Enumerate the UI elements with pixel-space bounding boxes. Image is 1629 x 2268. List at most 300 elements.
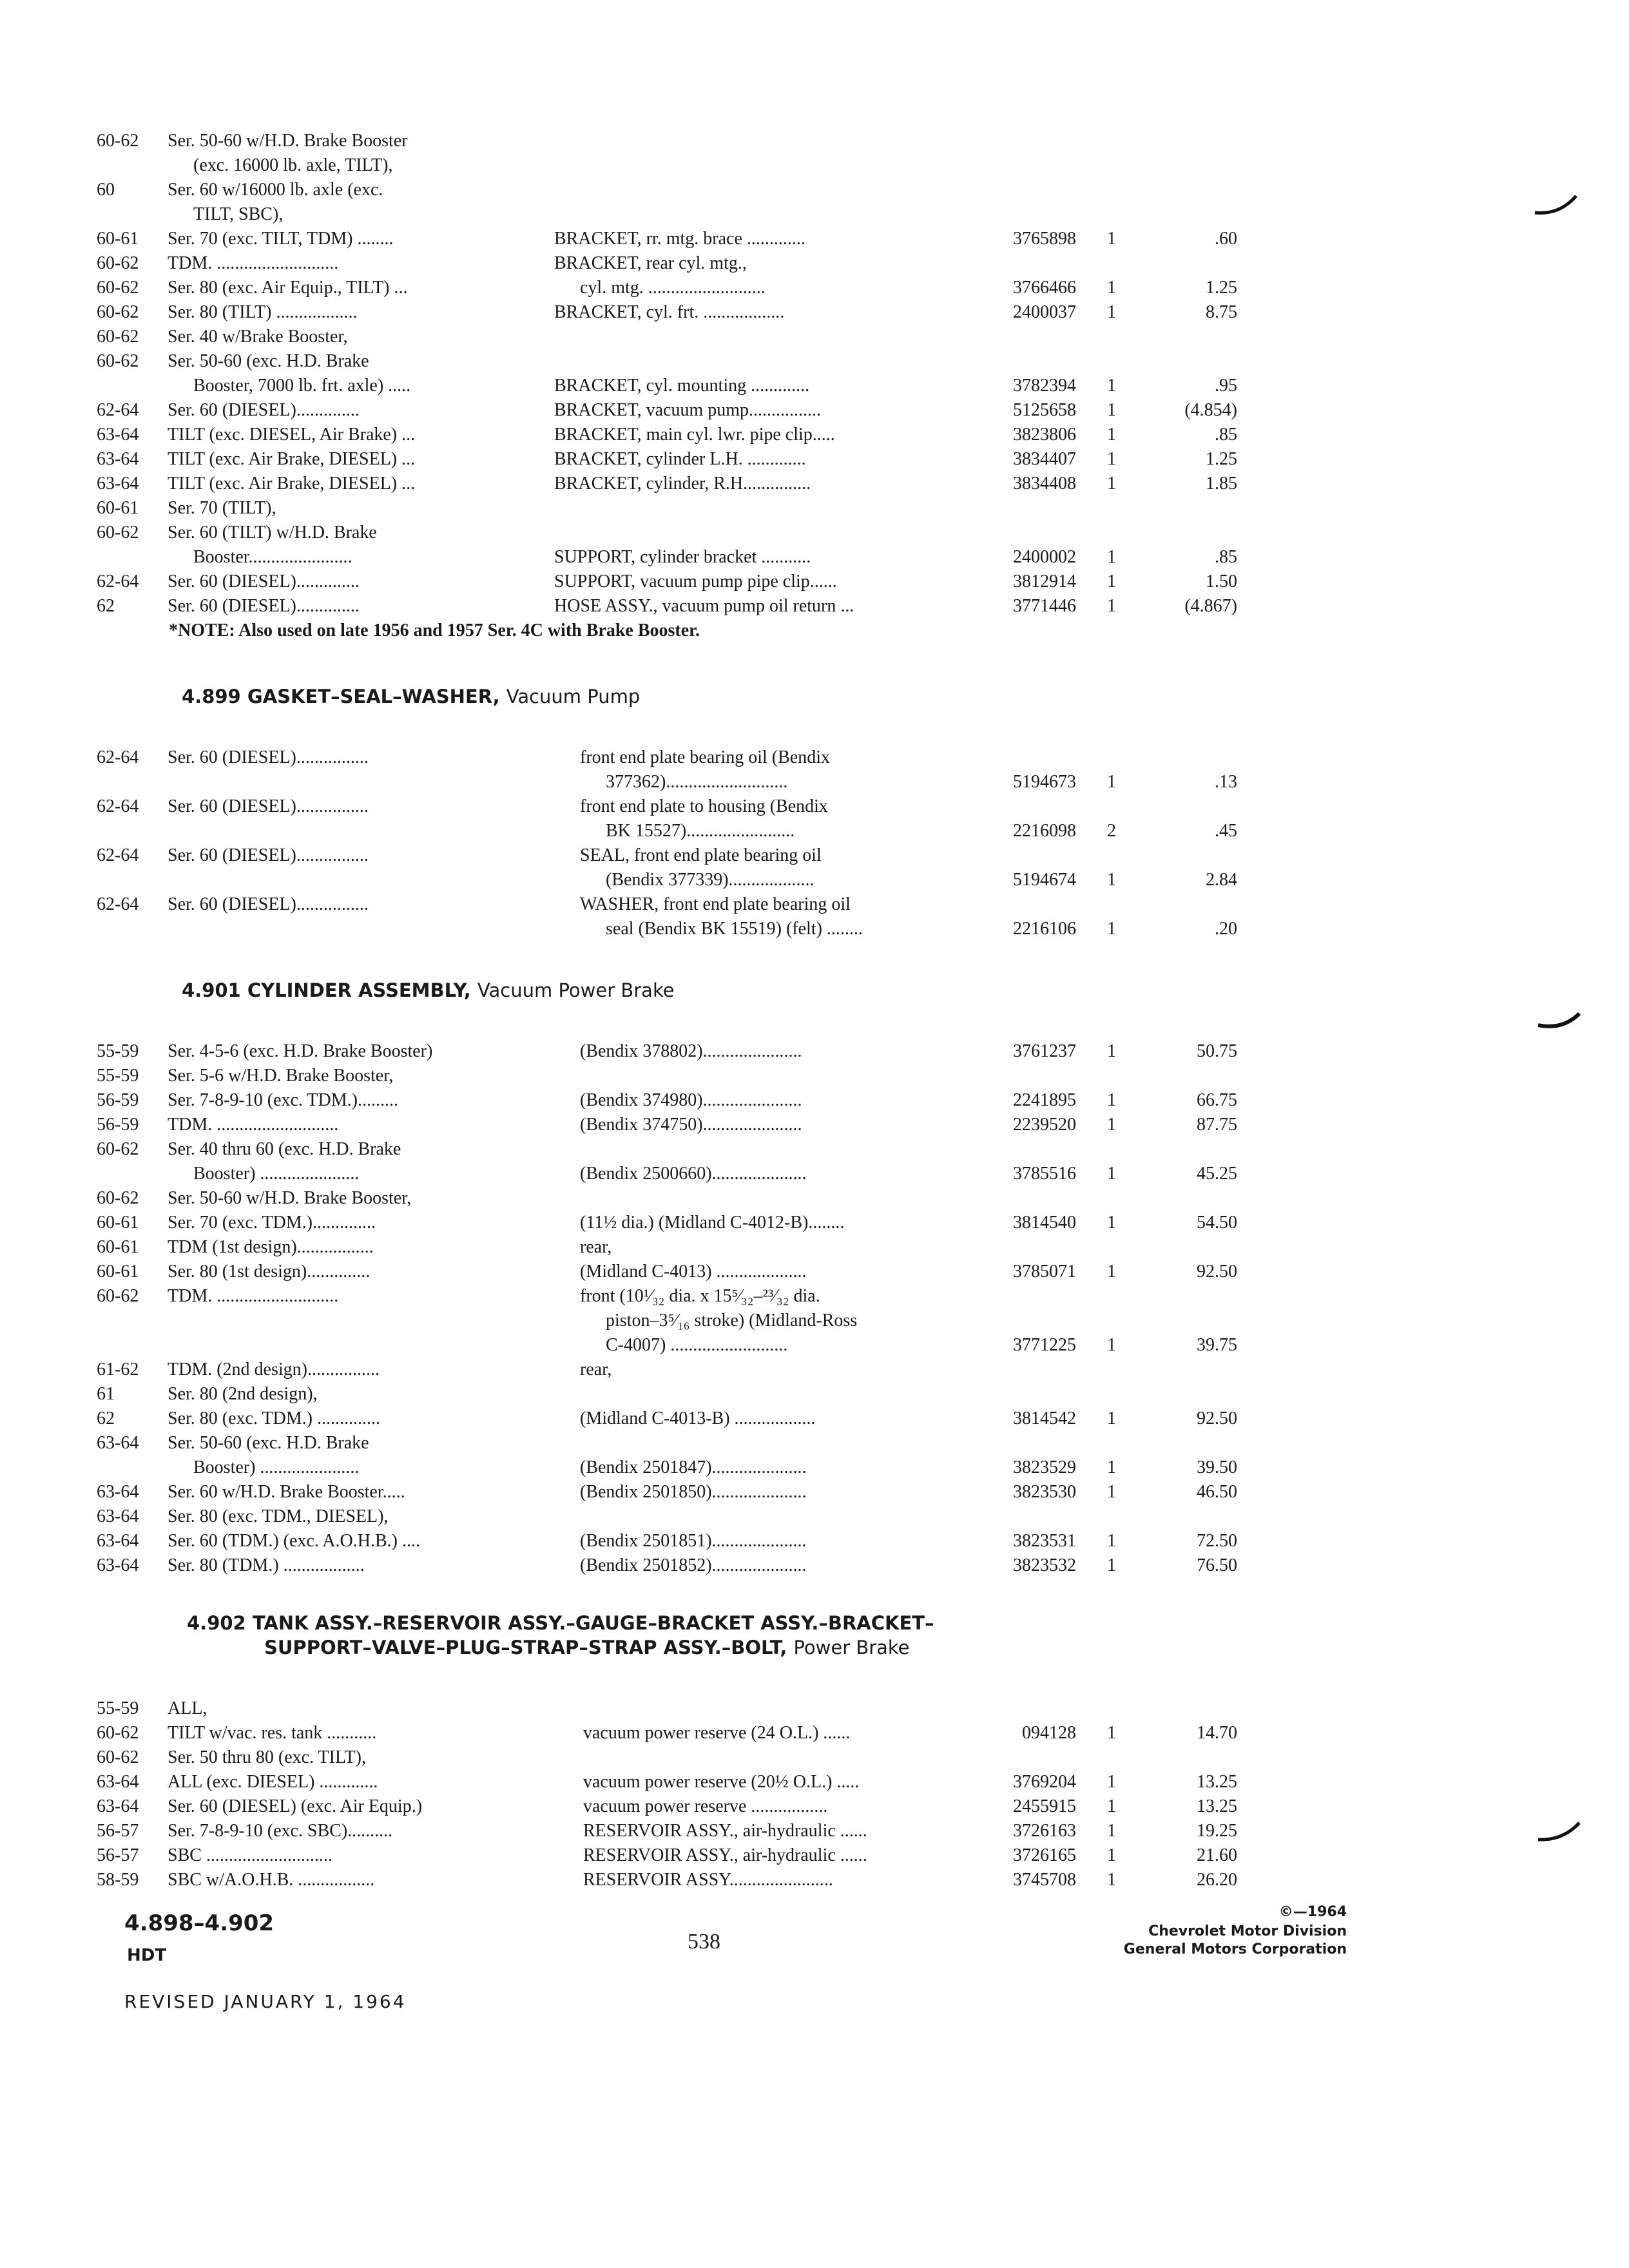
table-row <box>97 1382 1250 1407</box>
application: Ser. 60 w/16000 lb. axle (exc. <box>168 180 383 200</box>
description: RESERVOIR ASSY., air-hydraulic ...... <box>583 1821 867 1841</box>
section-subtitle: Power Brake <box>793 1637 910 1658</box>
model-years: 61 <box>97 1384 115 1404</box>
quantity: 1 <box>1107 870 1116 890</box>
application: ALL, <box>168 1698 207 1718</box>
price: 66.75 <box>1197 1090 1237 1110</box>
section-title: GASKET–SEAL–WASHER, <box>247 686 506 707</box>
part-number: 5125658 <box>1013 400 1076 420</box>
application: Ser. 7-8-9-10 (exc. SBC).......... <box>168 1821 393 1841</box>
price: 54.50 <box>1197 1213 1237 1233</box>
description: vacuum power reserve (20½ O.L.) ..... <box>583 1772 860 1792</box>
model-years: 60-61 <box>97 1237 139 1257</box>
quantity: 1 <box>1107 919 1116 939</box>
part-number: 3761237 <box>1013 1041 1076 1061</box>
quantity: 1 <box>1107 302 1116 322</box>
model-years: 60-61 <box>97 1262 139 1282</box>
application: TILT (exc. Air Brake, DIESEL) ... <box>168 474 416 494</box>
table-row <box>97 202 1250 227</box>
description: (Bendix 374750)...................... <box>580 1115 802 1135</box>
section-number: 4.899 <box>182 686 247 707</box>
price: .60 <box>1215 229 1237 249</box>
part-number: 3812914 <box>1013 572 1076 591</box>
section-range: 4.898–4.902 <box>124 1910 275 1936</box>
table-row <box>97 570 1250 594</box>
quantity: 1 <box>1107 772 1116 792</box>
quantity: 1 <box>1107 1408 1116 1428</box>
section-number: 4.902 <box>187 1612 253 1634</box>
description: front (10¹⁄₃₂ dia. x 15⁵⁄₃₂–²³⁄₃₂ dia. <box>580 1286 820 1306</box>
description: vacuum power reserve ................. <box>583 1796 828 1816</box>
application: Ser. 60 (DIESEL).............. <box>168 596 360 616</box>
application: Ser. 60 (TDM.) (exc. A.O.H.B.) .... <box>168 1531 420 1551</box>
section-title: CYLINDER ASSEMBLY, <box>247 979 477 1001</box>
model-years: 62 <box>97 1408 115 1428</box>
table-row <box>97 251 1250 276</box>
application: Ser. 50-60 (exc. H.D. Brake <box>168 351 369 371</box>
footnote: *NOTE: Also used on late 1956 and 1957 Ser. 4C with Brake Booster. <box>169 620 700 640</box>
table-row <box>97 153 1250 178</box>
part-number: 3765898 <box>1013 229 1076 249</box>
application: Ser. 50-60 (exc. H.D. Brake <box>168 1433 369 1453</box>
quantity: 1 <box>1107 278 1116 298</box>
application: Ser. 4-5-6 (exc. H.D. Brake Booster) <box>168 1041 433 1061</box>
description: WASHER, front end plate bearing oil <box>580 894 851 914</box>
table-row <box>97 1064 1250 1088</box>
part-number: 3745708 <box>1013 1870 1076 1890</box>
quantity: 1 <box>1107 425 1116 445</box>
quantity: 1 <box>1107 474 1116 494</box>
application: Ser. 80 (TILT) .................. <box>168 302 358 322</box>
model-years: 62-64 <box>97 894 139 914</box>
table-row <box>97 1113 1250 1137</box>
model-years: 62-64 <box>97 845 139 865</box>
price: .45 <box>1215 821 1237 841</box>
description: (Bendix 2500660)..................... <box>580 1164 807 1184</box>
model-years: 62-64 <box>97 796 139 816</box>
description: HOSE ASSY., vacuum pump oil return ... <box>554 596 854 616</box>
price: 72.50 <box>1197 1531 1237 1551</box>
binder-mark-icon <box>1537 1820 1582 1843</box>
quantity: 1 <box>1107 1555 1116 1575</box>
quantity: 1 <box>1107 596 1116 616</box>
price: .85 <box>1215 547 1237 567</box>
application: Ser. 60 (DIESEL)................ <box>168 894 369 914</box>
part-number: 5194673 <box>1013 772 1076 792</box>
quantity: 2 <box>1107 821 1116 841</box>
description: (Midland C-4013) .................... <box>580 1262 807 1282</box>
part-number: 2239520 <box>1013 1115 1076 1135</box>
application: Ser. 60 (DIESEL)................ <box>168 747 369 767</box>
binder-mark-icon <box>1537 1008 1582 1032</box>
price: 13.25 <box>1197 1772 1237 1792</box>
description: (Bendix 374980)...................... <box>580 1090 802 1110</box>
description: 377362)........................... <box>606 772 788 792</box>
model-years: 60-62 <box>97 351 139 371</box>
quantity: 1 <box>1107 376 1116 396</box>
model-years: 62-64 <box>97 400 139 420</box>
quantity: 1 <box>1107 1457 1116 1477</box>
table-row <box>97 545 1250 570</box>
part-number: 2241895 <box>1013 1090 1076 1110</box>
model-years: 58-59 <box>97 1870 139 1890</box>
price: .85 <box>1215 425 1237 445</box>
model-years: 60 <box>97 180 115 200</box>
description: SUPPORT, cylinder bracket ........... <box>554 547 811 567</box>
description: BRACKET, vacuum pump................ <box>554 400 822 420</box>
price: 26.20 <box>1197 1870 1237 1890</box>
quantity: 1 <box>1107 449 1116 469</box>
table-row <box>97 1407 1250 1431</box>
part-number: 2400002 <box>1013 547 1076 567</box>
description: (Midland C-4013-B) .................. <box>580 1408 816 1428</box>
part-number: 3785516 <box>1013 1164 1076 1184</box>
table-row <box>97 917 1250 941</box>
description: rear, <box>580 1360 612 1379</box>
part-number: 3823530 <box>1013 1482 1076 1502</box>
table-row <box>97 1553 1250 1578</box>
section-heading <box>187 1611 934 1635</box>
section-subtitle: Vacuum Pump <box>506 686 641 707</box>
model-years: 60-62 <box>97 1747 139 1767</box>
description: vacuum power reserve (24 O.L.) ...... <box>583 1723 851 1743</box>
price: 50.75 <box>1197 1041 1237 1061</box>
application: Ser. 60 w/H.D. Brake Booster..... <box>168 1482 405 1502</box>
description: rear, <box>580 1237 612 1257</box>
application: Ser. 80 (exc. TDM.) .............. <box>168 1408 380 1428</box>
table-row <box>97 1333 1250 1358</box>
model-years: 56-59 <box>97 1115 139 1135</box>
model-years: 63-64 <box>97 1506 139 1526</box>
part-number: 3785071 <box>1013 1262 1076 1282</box>
vehicle-code: HDT <box>127 1946 167 1965</box>
table-row <box>97 594 1250 619</box>
table-row <box>97 892 1250 917</box>
description: (Bendix 2501851)..................... <box>580 1531 807 1551</box>
table-row <box>97 745 1250 770</box>
table-row <box>97 129 1250 153</box>
description: (Bendix 2501850)..................... <box>580 1482 807 1502</box>
price: (4.867) <box>1184 596 1237 616</box>
table-row <box>97 1770 1250 1794</box>
model-years: 63-64 <box>97 1555 139 1575</box>
price: 1.25 <box>1206 449 1237 469</box>
table-row <box>97 398 1250 423</box>
application: Ser. 70 (exc. TILT, TDM) ........ <box>168 229 394 249</box>
quantity: 1 <box>1107 1164 1116 1184</box>
quantity: 1 <box>1107 1262 1116 1282</box>
model-years: 62-64 <box>97 747 139 767</box>
price: 92.50 <box>1197 1408 1237 1428</box>
description: (11½ dia.) (Midland C-4012-B)........ <box>580 1213 845 1233</box>
section-title: TANK ASSY.–RESERVOIR ASSY.–GAUGE–BRACKET ASSY.–BRACKET– <box>252 1612 934 1634</box>
table-row <box>97 868 1250 892</box>
description: SEAL, front end plate bearing oil <box>580 845 822 865</box>
part-number: 3771225 <box>1013 1335 1076 1355</box>
quantity: 1 <box>1107 1723 1116 1743</box>
application: Ser. 60 (DIESEL) (exc. Air Equip.) <box>168 1796 423 1816</box>
model-years: 63-64 <box>97 449 139 469</box>
description: front end plate to housing (Bendix <box>580 796 828 816</box>
application: SBC ............................ <box>168 1845 333 1865</box>
table-row <box>97 227 1250 251</box>
description: (Bendix 377339)................... <box>606 870 815 890</box>
table-row <box>97 349 1250 374</box>
quantity: 1 <box>1107 1041 1116 1061</box>
table-row <box>97 300 1250 325</box>
quantity: 1 <box>1107 1090 1116 1110</box>
application: TILT (exc. Air Brake, DIESEL) ... <box>168 449 416 469</box>
application: Booster, 7000 lb. frt. axle) ..... <box>193 376 411 396</box>
application: TDM. ........................... <box>168 1115 339 1135</box>
application: (exc. 16000 lb. axle, TILT), <box>193 155 393 175</box>
price: 1.25 <box>1206 278 1237 298</box>
model-years: 63-64 <box>97 1531 139 1551</box>
price: (4.854) <box>1184 400 1237 420</box>
table-row <box>97 1529 1250 1553</box>
table-row <box>97 496 1250 521</box>
table-row <box>97 1309 1250 1333</box>
table-row <box>97 1794 1250 1819</box>
description: RESERVOIR ASSY....................... <box>583 1870 833 1890</box>
model-years: 62 <box>97 596 115 616</box>
table-row <box>97 819 1250 843</box>
model-years: 56-59 <box>97 1090 139 1110</box>
description: BRACKET, main cyl. lwr. pipe clip..... <box>554 425 835 445</box>
section-heading <box>182 978 675 1003</box>
description: piston–3⁵⁄₁₆ stroke) (Midland-Ross <box>606 1311 858 1331</box>
table-row <box>97 1162 1250 1186</box>
application: Ser. 60 (TILT) w/H.D. Brake <box>168 523 377 543</box>
description: (Bendix 378802)...................... <box>580 1041 802 1061</box>
application: Ser. 40 thru 60 (exc. H.D. Brake <box>168 1139 401 1159</box>
model-years: 56-57 <box>97 1845 139 1865</box>
part-number: 3726165 <box>1013 1845 1076 1865</box>
part-number: 3769204 <box>1013 1772 1076 1792</box>
application: TDM. ........................... <box>168 253 339 273</box>
price: .20 <box>1215 919 1237 939</box>
part-number: 2455915 <box>1013 1796 1076 1816</box>
model-years: 60-62 <box>97 1139 139 1159</box>
revised-date: REVISED JANUARY 1, 1964 <box>124 1991 407 2012</box>
table-row <box>97 178 1250 202</box>
table-row <box>97 472 1250 496</box>
part-number: 2400037 <box>1013 302 1076 322</box>
table-row <box>97 1431 1250 1456</box>
quantity: 1 <box>1107 1213 1116 1233</box>
part-number: 3814542 <box>1013 1408 1076 1428</box>
quantity: 1 <box>1107 229 1116 249</box>
application: Ser. 60 (DIESEL)................ <box>168 796 369 816</box>
page-number: 538 <box>688 1930 720 1954</box>
part-number: 3814540 <box>1013 1213 1076 1233</box>
description: seal (Bendix BK 15519) (felt) ........ <box>606 919 863 939</box>
application: Ser. 60 (DIESEL).............. <box>168 400 360 420</box>
quantity: 1 <box>1107 572 1116 591</box>
table-row <box>97 1480 1250 1504</box>
model-years: 60-62 <box>97 1286 139 1306</box>
price: 8.75 <box>1206 302 1237 322</box>
division-name: Chevrolet Motor Division <box>1148 1923 1347 1939</box>
part-number: 3726163 <box>1013 1821 1076 1841</box>
application: Ser. 80 (TDM.) .................. <box>168 1555 365 1575</box>
part-number: 3834407 <box>1013 449 1076 469</box>
application: Ser. 5-6 w/H.D. Brake Booster, <box>168 1066 394 1086</box>
price: 19.25 <box>1197 1821 1237 1841</box>
application: Ser. 80 (2nd design), <box>168 1384 318 1404</box>
application: Booster) ...................... <box>193 1164 360 1184</box>
description: BRACKET, cyl. frt. .................. <box>554 302 785 322</box>
section-title-line2: SUPPORT–VALVE–PLUG–STRAP–STRAP ASSY.–BOLT, <box>264 1637 794 1658</box>
table-row <box>97 1284 1250 1309</box>
part-number: 5194674 <box>1013 870 1076 890</box>
table-row <box>97 1186 1250 1211</box>
part-number: 2216106 <box>1013 919 1076 939</box>
table-row <box>97 1843 1250 1868</box>
price: 92.50 <box>1197 1262 1237 1282</box>
section-number: 4.901 <box>182 979 247 1001</box>
quantity: 1 <box>1107 1796 1116 1816</box>
description: front end plate bearing oil (Bendix <box>580 747 830 767</box>
description: BRACKET, cylinder L.H. ............. <box>554 449 806 469</box>
model-years: 60-62 <box>97 253 139 273</box>
part-number: 3823532 <box>1013 1555 1076 1575</box>
model-years: 55-59 <box>97 1041 139 1061</box>
application: Ser. 80 (1st design).............. <box>168 1262 371 1282</box>
price: 21.60 <box>1197 1845 1237 1865</box>
model-years: 61-62 <box>97 1360 139 1379</box>
part-number: 3766466 <box>1013 278 1076 298</box>
application: TILT (exc. DIESEL, Air Brake) ... <box>168 425 416 445</box>
model-years: 63-64 <box>97 1772 139 1792</box>
model-years: 62-64 <box>97 572 139 591</box>
model-years: 60-62 <box>97 1723 139 1743</box>
price: 76.50 <box>1197 1555 1237 1575</box>
application: Ser. 7-8-9-10 (exc. TDM.)......... <box>168 1090 398 1110</box>
section-heading-line2 <box>264 1635 910 1660</box>
description: cyl. mtg. .......................... <box>580 278 766 298</box>
table-row <box>97 1358 1250 1382</box>
application: TILT, SBC), <box>193 204 284 224</box>
application: ALL (exc. DIESEL) ............. <box>168 1772 378 1792</box>
model-years: 60-62 <box>97 302 139 322</box>
table-row <box>97 1260 1250 1284</box>
description: BRACKET, rear cyl. mtg., <box>554 253 747 273</box>
application: TDM (1st design)................. <box>168 1237 374 1257</box>
description: (Bendix 2501852)..................... <box>580 1555 807 1575</box>
application: Ser. 80 (exc. TDM., DIESEL), <box>168 1506 389 1526</box>
quantity: 1 <box>1107 400 1116 420</box>
application: Ser. 80 (exc. Air Equip., TILT) ... <box>168 278 408 298</box>
table-row <box>97 521 1250 545</box>
quantity: 1 <box>1107 547 1116 567</box>
model-years: 60-62 <box>97 1188 139 1208</box>
model-years: 60-61 <box>97 229 139 249</box>
part-number: 3823806 <box>1013 425 1076 445</box>
table-row <box>97 423 1250 447</box>
table-row <box>97 1235 1250 1260</box>
application: SBC w/A.O.H.B. ................. <box>168 1870 375 1890</box>
application: TDM. (2nd design)................ <box>168 1360 380 1379</box>
description: BRACKET, cyl. mounting ............. <box>554 376 810 396</box>
description: BK 15527)........................ <box>606 821 795 841</box>
table-row <box>97 1137 1250 1162</box>
corporation-name: General Motors Corporation <box>1123 1941 1347 1957</box>
application: Ser. 50-60 w/H.D. Brake Booster, <box>168 1188 412 1208</box>
model-years: 55-59 <box>97 1698 139 1718</box>
application: Booster....................... <box>193 547 352 567</box>
description: C-4007) .......................... <box>606 1335 788 1355</box>
quantity: 1 <box>1107 1482 1116 1502</box>
section-subtitle: Vacuum Power Brake <box>477 979 675 1001</box>
model-years: 60-62 <box>97 523 139 543</box>
table-row <box>97 843 1250 868</box>
application: Ser. 50 thru 80 (exc. TILT), <box>168 1747 366 1767</box>
model-years: 60-62 <box>97 278 139 298</box>
description: RESERVOIR ASSY., air-hydraulic ...... <box>583 1845 867 1865</box>
quantity: 1 <box>1107 1870 1116 1890</box>
part-number: 3834408 <box>1013 474 1076 494</box>
model-years: 63-64 <box>97 1433 139 1453</box>
model-years: 60-61 <box>97 498 139 518</box>
application: Ser. 50-60 w/H.D. Brake Booster <box>168 131 408 151</box>
table-row <box>97 794 1250 819</box>
quantity: 1 <box>1107 1821 1116 1841</box>
quantity: 1 <box>1107 1531 1116 1551</box>
table-row <box>97 1721 1250 1745</box>
table-row <box>97 770 1250 794</box>
price: 2.84 <box>1206 870 1237 890</box>
table-row <box>97 1696 1250 1721</box>
model-years: 60-62 <box>97 327 139 347</box>
model-years: 63-64 <box>97 425 139 445</box>
price: .13 <box>1215 772 1237 792</box>
copyright: ©—1964 <box>1278 1904 1347 1920</box>
application: TILT w/vac. res. tank ........... <box>168 1723 377 1743</box>
part-number: 3823529 <box>1013 1457 1076 1477</box>
price: 1.85 <box>1206 474 1237 494</box>
part-number: 3823531 <box>1013 1531 1076 1551</box>
table-row <box>97 1088 1250 1113</box>
binder-mark-icon <box>1534 193 1579 216</box>
price: 87.75 <box>1197 1115 1237 1135</box>
price: 14.70 <box>1197 1723 1237 1743</box>
quantity: 1 <box>1107 1115 1116 1135</box>
price: 39.75 <box>1197 1335 1237 1355</box>
part-number: 2216098 <box>1013 821 1076 841</box>
quantity: 1 <box>1107 1845 1116 1865</box>
quantity: 1 <box>1107 1335 1116 1355</box>
part-number: 3771446 <box>1013 596 1076 616</box>
table-row <box>97 1868 1250 1892</box>
description: (Bendix 2501847)..................... <box>580 1457 807 1477</box>
table-row <box>97 1504 1250 1529</box>
model-years: 56-57 <box>97 1821 139 1841</box>
table-row <box>97 1039 1250 1064</box>
price: .95 <box>1215 376 1237 396</box>
table-row <box>97 1745 1250 1770</box>
price: 1.50 <box>1206 572 1237 591</box>
part-number: 3782394 <box>1013 376 1076 396</box>
model-years: 55-59 <box>97 1066 139 1086</box>
application: Booster) ...................... <box>193 1457 360 1477</box>
description: SUPPORT, vacuum pump pipe clip...... <box>554 572 837 591</box>
table-row <box>97 276 1250 300</box>
model-years: 63-64 <box>97 1796 139 1816</box>
part-number: 094128 <box>1022 1723 1076 1743</box>
application: Ser. 60 (DIESEL)................ <box>168 845 369 865</box>
model-years: 60-61 <box>97 1213 139 1233</box>
